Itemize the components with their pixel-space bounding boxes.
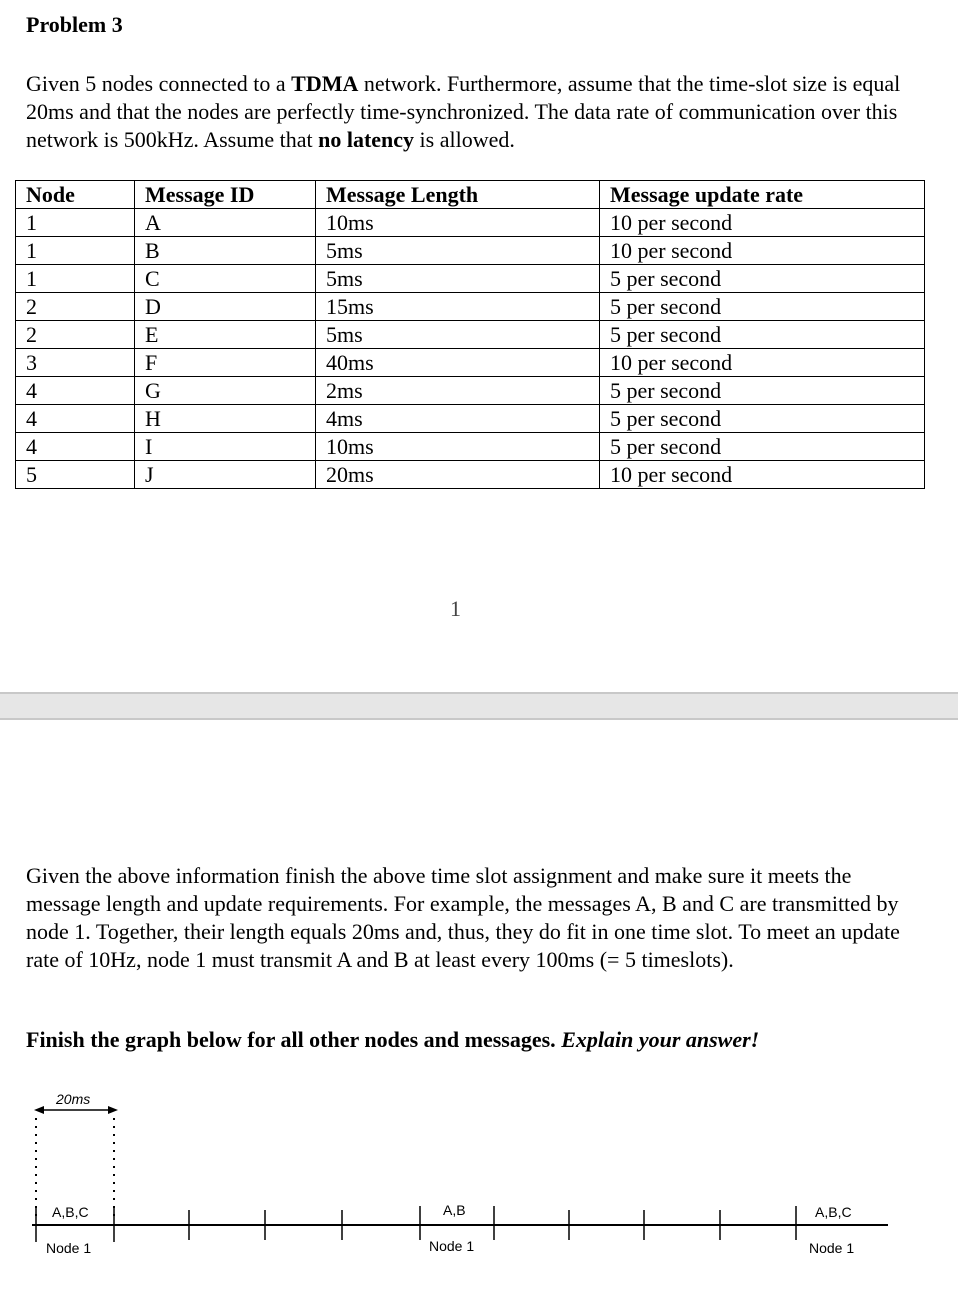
cell-node: 1 xyxy=(16,265,135,293)
cell-update-rate: 10 per second xyxy=(600,349,925,377)
table-row xyxy=(16,461,925,489)
instructions-paragraph: Given the above information finish the above time slot assignment and make sure it meets the message length and update requirements. For example, the messages A, B and C are transmitted by node 1. Together, their length equals 20ms and, thus, they do fit in one time slot. To meet an update rate of 10Hz, node 1 must transmit A and B at least every 100ms (= 5 timeslots). xyxy=(26,863,900,972)
cell-update-rate: 5 per second xyxy=(600,405,925,433)
table-row xyxy=(16,349,925,377)
cell-message-id: J xyxy=(135,461,316,489)
cell-message-id: A xyxy=(135,209,316,237)
cell-node: 4 xyxy=(16,433,135,461)
slot-1-node: Node 1 xyxy=(46,1240,92,1256)
cell-message-length: 4ms xyxy=(316,405,600,433)
cell-message-length: 10ms xyxy=(316,433,600,461)
cell-message-id: D xyxy=(135,293,316,321)
cell-message-id: C xyxy=(135,265,316,293)
cell-message-id: F xyxy=(135,349,316,377)
cell-message-length: 15ms xyxy=(316,293,600,321)
slot-width-label: 20ms xyxy=(56,1091,91,1107)
cell-message-length: 5ms xyxy=(316,265,600,293)
cell-node: 2 xyxy=(16,293,135,321)
header-message-length: Message Length xyxy=(316,181,600,209)
cell-update-rate: 5 per second xyxy=(600,321,925,349)
table-row xyxy=(16,209,925,237)
cell-node: 1 xyxy=(16,237,135,265)
problem-title: Problem 3 xyxy=(26,12,123,37)
slot-6-node: Node 1 xyxy=(429,1238,475,1254)
cell-update-rate: 5 per second xyxy=(600,433,925,461)
tdma-timeline xyxy=(0,1080,958,1270)
page-separator xyxy=(0,692,958,720)
cell-message-length: 20ms xyxy=(316,461,600,489)
cell-node: 4 xyxy=(16,405,135,433)
cell-message-length: 2ms xyxy=(316,377,600,405)
cell-node: 5 xyxy=(16,461,135,489)
cell-update-rate: 10 per second xyxy=(600,209,925,237)
cell-message-length: 5ms xyxy=(316,237,600,265)
cell-message-id: E xyxy=(135,321,316,349)
slot-11-node: Node 1 xyxy=(809,1240,855,1256)
cell-node: 2 xyxy=(16,321,135,349)
slot-1-messages: A,B,C xyxy=(52,1204,89,1220)
table-row xyxy=(16,433,925,461)
slot-6-messages: A,B xyxy=(443,1202,466,1218)
cell-update-rate: 5 per second xyxy=(600,377,925,405)
slot-11-messages: A,B,C xyxy=(815,1204,852,1220)
page-number: 1 xyxy=(450,596,461,621)
table-row xyxy=(16,377,925,405)
intro-paragraph: Given 5 nodes connected to a TDMA network. Furthermore, assume that the time-slot size is equal 20ms and that the nodes are perfectly time-synchronized. The data rate of communication over this network is 500kHz. Assume that no latency is allowed. xyxy=(26,71,901,152)
table-row xyxy=(16,293,925,321)
task-statement: Finish the graph below for all other nodes and messages. Explain your answer! xyxy=(26,1027,760,1052)
cell-update-rate: 5 per second xyxy=(600,293,925,321)
table-header-row xyxy=(16,181,925,209)
cell-node: 1 xyxy=(16,209,135,237)
message-table xyxy=(15,180,925,489)
cell-message-id: I xyxy=(135,433,316,461)
cell-message-length: 10ms xyxy=(316,209,600,237)
table-row xyxy=(16,265,925,293)
cell-message-id: H xyxy=(135,405,316,433)
header-node: Node xyxy=(16,181,135,209)
table-row xyxy=(16,237,925,265)
cell-update-rate: 10 per second xyxy=(600,461,925,489)
arrow-right-head-icon xyxy=(108,1106,118,1114)
cell-node: 3 xyxy=(16,349,135,377)
cell-update-rate: 10 per second xyxy=(600,237,925,265)
cell-message-length: 40ms xyxy=(316,349,600,377)
header-update-rate: Message update rate xyxy=(600,181,925,209)
cell-message-length: 5ms xyxy=(316,321,600,349)
cell-message-id: B xyxy=(135,237,316,265)
table-row xyxy=(16,405,925,433)
cell-node: 4 xyxy=(16,377,135,405)
cell-update-rate: 5 per second xyxy=(600,265,925,293)
cell-message-id: G xyxy=(135,377,316,405)
arrow-left-head-icon xyxy=(34,1106,44,1114)
table-row xyxy=(16,321,925,349)
header-message-id: Message ID xyxy=(135,181,316,209)
